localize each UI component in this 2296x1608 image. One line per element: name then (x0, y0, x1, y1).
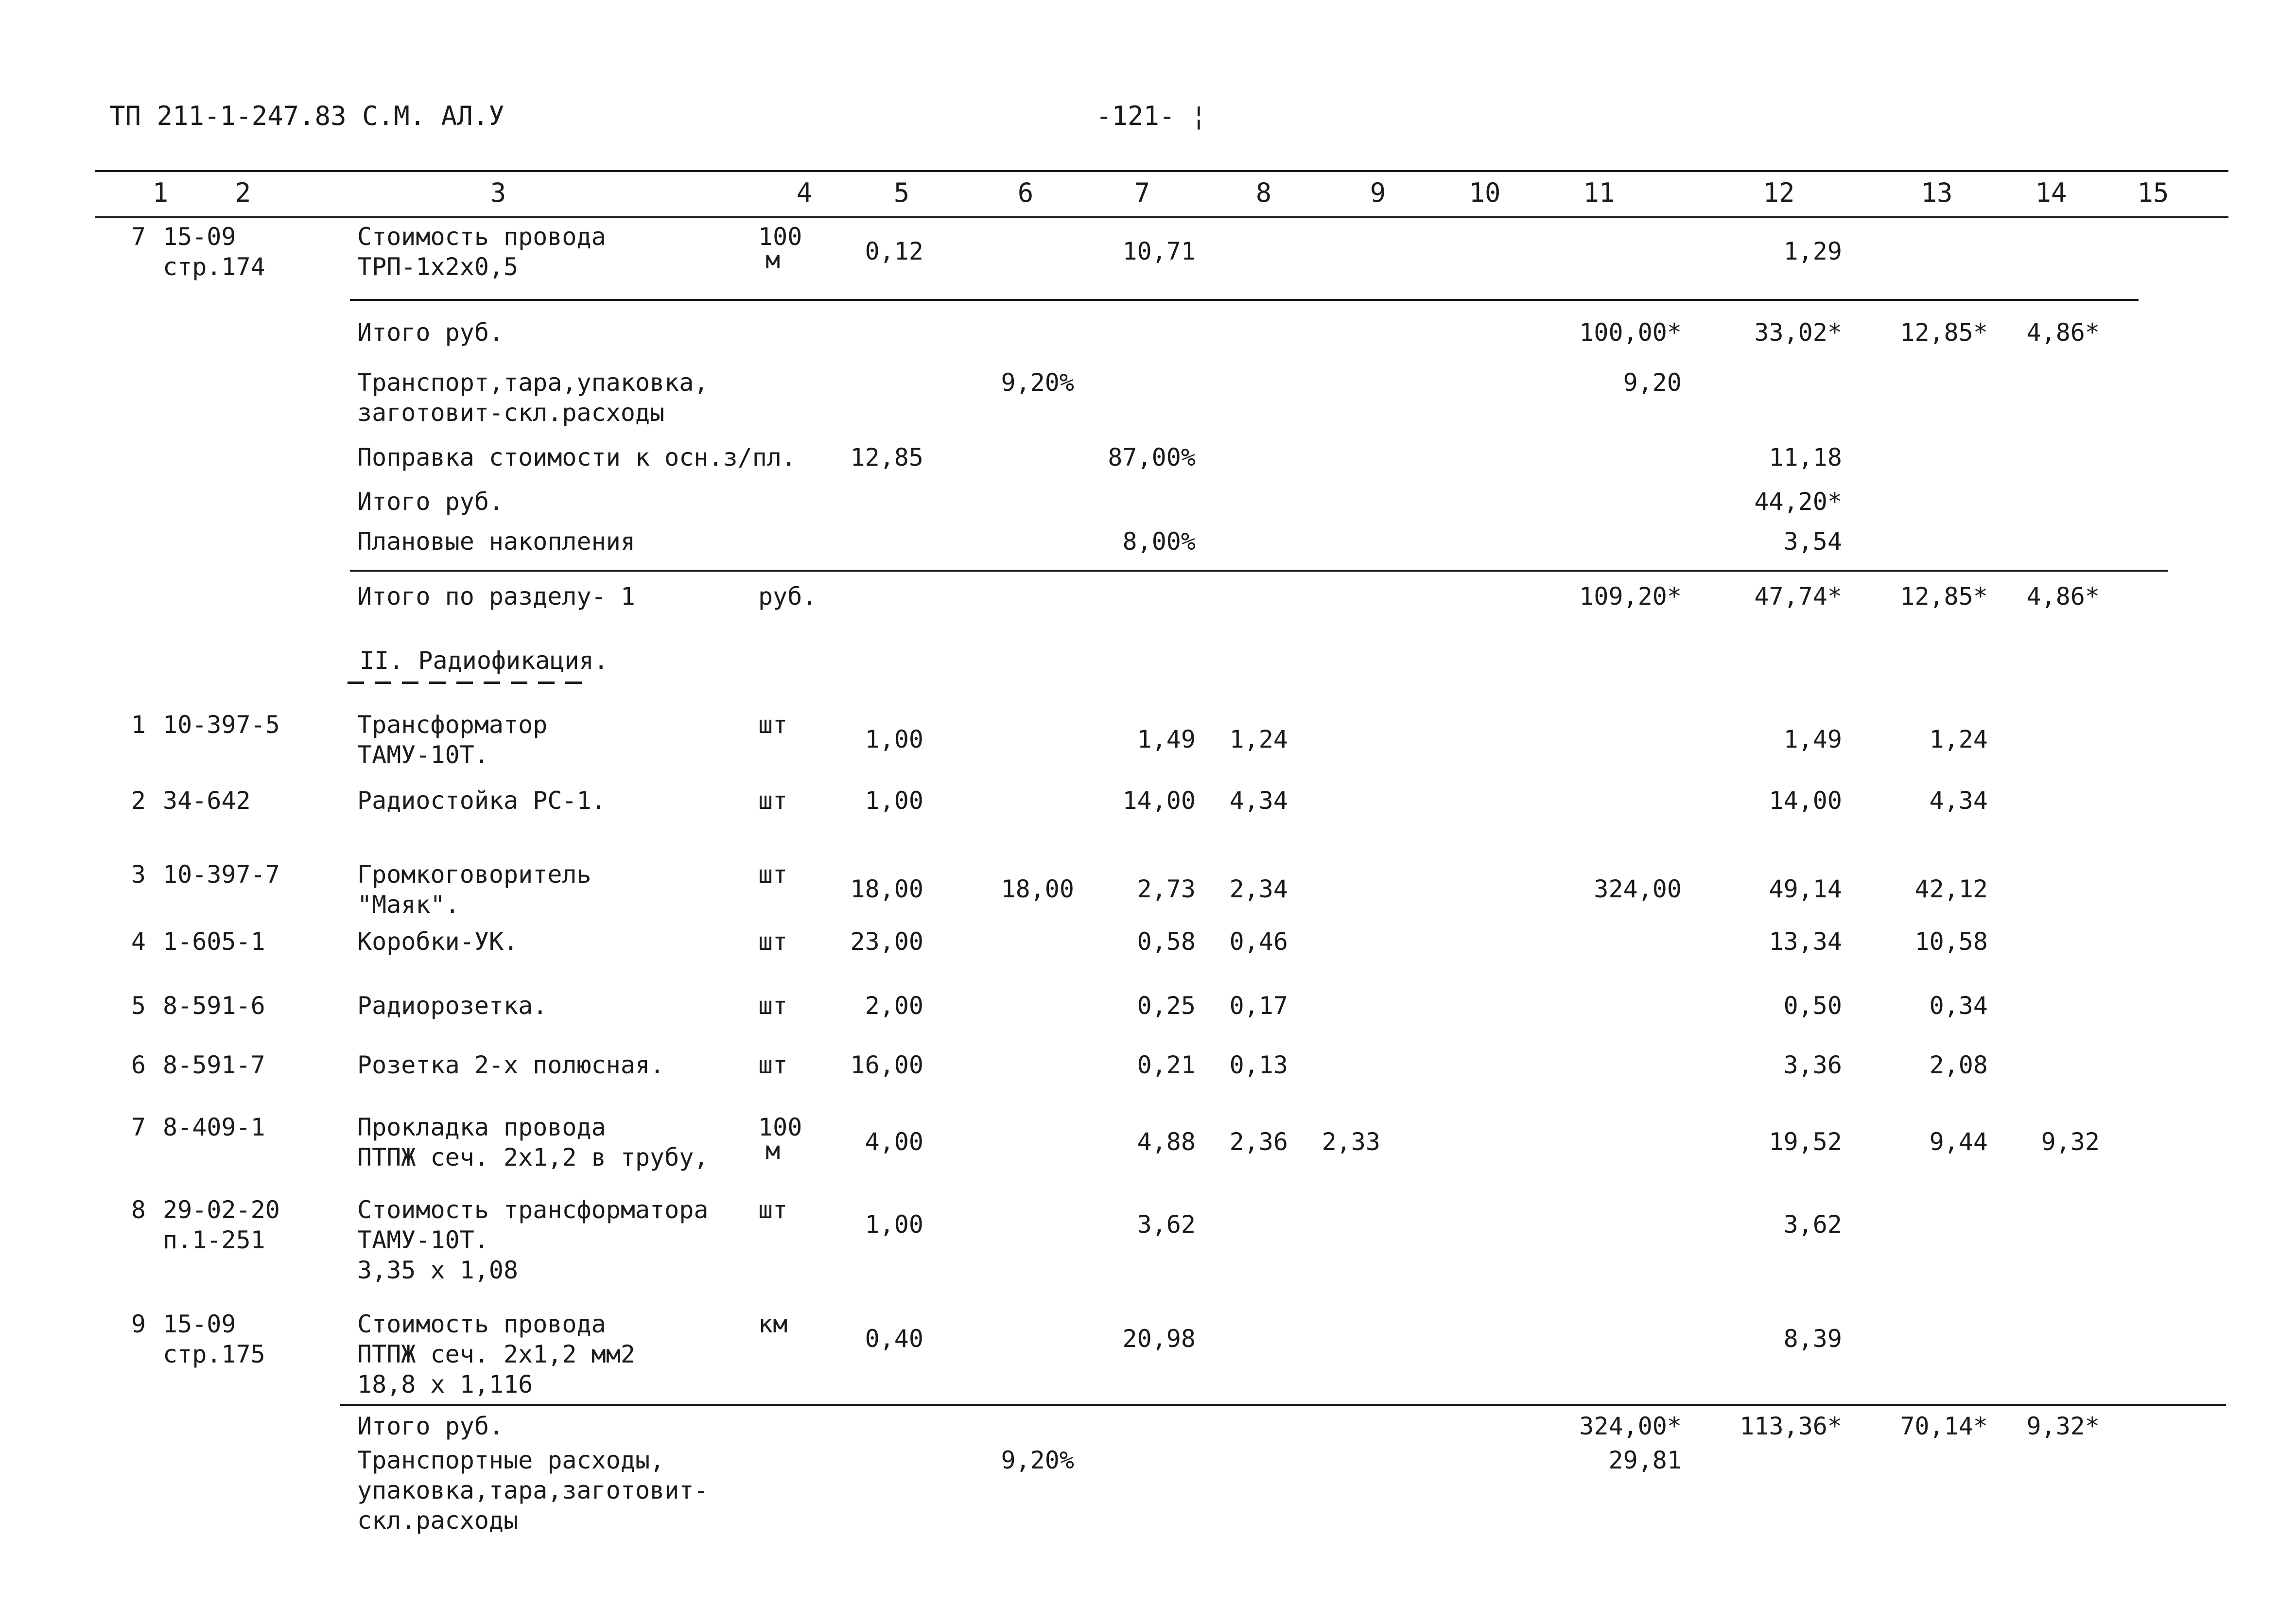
header-top-rule (95, 170, 2228, 172)
subtotal-rule (340, 1404, 2226, 1406)
column-number: 11 (1583, 177, 1615, 208)
total-wage: 1,24 (1929, 725, 1988, 753)
estimate-code: 34-642 (163, 787, 251, 815)
estimate-code: 8-591-6 (163, 992, 265, 1020)
item-name: Громкоговоритель (357, 860, 591, 889)
unit-wage: 0,17 (1229, 992, 1288, 1020)
total-cost: 14,00 (1769, 787, 1842, 815)
total-cost: 1,49 (1783, 725, 1842, 753)
item-name-line-2: ТАМУ-10Т. (357, 1226, 489, 1254)
item-name-line-3: 3,35 х 1,08 (357, 1256, 519, 1284)
item-name-line-3: 18,8 х 1,116 (357, 1370, 533, 1398)
column-number: 6 (1017, 177, 1034, 208)
total-cost: 3,62 (1783, 1210, 1842, 1239)
total-col-11: 29,81 (1608, 1446, 1682, 1474)
page-number: -121- ¦ (1096, 101, 1207, 131)
total-cost: 19,52 (1769, 1128, 1842, 1156)
row-number: 1 (131, 711, 146, 739)
total-machine: 9,32* (2026, 1412, 2100, 1440)
estimate-code-page: п.1-251 (163, 1226, 265, 1254)
estimate-code-page: стр.174 (163, 253, 265, 281)
column-number: 2 (235, 177, 251, 208)
unit-price: 3,62 (1137, 1210, 1196, 1239)
total-machine: 9,32 (2041, 1128, 2100, 1156)
total-cost: 113,36* (1739, 1412, 1842, 1440)
column-number: 14 (2035, 177, 2067, 208)
item-name-line-2: "Маяк". (357, 891, 460, 919)
quantity: 4,00 (865, 1128, 923, 1156)
item-name: Трансформатор (357, 711, 548, 739)
header-bottom-rule (95, 216, 2228, 218)
item-name: Розетка 2-х полюсная. (357, 1051, 665, 1079)
unit-price: 87,00% (1108, 443, 1196, 472)
unit-wage: 0,13 (1229, 1051, 1288, 1079)
estimate-code: 15-09 (163, 223, 236, 251)
unit: шт (758, 711, 788, 739)
column-number: 9 (1370, 177, 1386, 208)
total-wage: 10,58 (1914, 927, 1988, 956)
total-cost: 11,18 (1769, 443, 1842, 472)
section-title: II. Радиофикация. (360, 647, 609, 675)
column-number: 12 (1763, 177, 1795, 208)
subtotal-rule (350, 570, 2168, 572)
unit: 100 (758, 223, 802, 251)
total-wage: 42,12 (1914, 875, 1988, 903)
unit-price: 2,73 (1137, 875, 1196, 903)
estimate-code: 1-605-1 (163, 927, 265, 956)
item-name: Транспорт,тара,упаковка, (357, 368, 709, 397)
total-cost: 3,36 (1783, 1051, 1842, 1079)
column-number: 5 (893, 177, 910, 208)
unit-price: 0,58 (1137, 927, 1196, 956)
item-name-line-3: скл.расходы (357, 1506, 519, 1535)
unit-price: 14,00 (1122, 787, 1196, 815)
quantity: 0,12 (865, 237, 923, 265)
cost-col-6: 18,00 (1001, 875, 1074, 903)
unit-price: 4,88 (1137, 1128, 1196, 1156)
total-wage: 2,08 (1929, 1051, 1988, 1079)
estimate-code: 8-591-7 (163, 1051, 265, 1079)
column-number: 8 (1255, 177, 1272, 208)
item-name-line-2: ТРП-1х2х0,5 (357, 253, 519, 281)
total-wage: 0,34 (1929, 992, 1988, 1020)
total-cost: 13,34 (1769, 927, 1842, 956)
item-name: Итого руб. (357, 1412, 504, 1440)
estimate-code: 10-397-5 (163, 711, 280, 739)
quantity: 1,00 (865, 787, 923, 815)
total-wage: 12,85* (1900, 582, 1988, 611)
total-cost: 49,14 (1769, 875, 1842, 903)
row-number: 5 (131, 992, 146, 1020)
unit-wage: 2,36 (1229, 1128, 1288, 1156)
item-name-line-2: ПТПЖ сеч. 2х1,2 в трубу, (357, 1143, 709, 1171)
total-wage: 4,34 (1929, 787, 1988, 815)
unit: км (758, 1310, 788, 1338)
item-name: Стоимость провода (357, 223, 606, 251)
column-number: 15 (2137, 177, 2169, 208)
total-cost: 8,39 (1783, 1325, 1842, 1353)
unit: шт (758, 992, 788, 1020)
section-underline (348, 682, 586, 684)
row-number: 7 (131, 223, 146, 251)
total-col-11: 9,20 (1623, 368, 1682, 397)
column-number: 13 (1921, 177, 1953, 208)
total-wage: 9,44 (1929, 1128, 1988, 1156)
unit-wage: 1,24 (1229, 725, 1288, 753)
item-name: Транспортные расходы, (357, 1446, 665, 1474)
unit: шт (758, 1196, 788, 1224)
quantity: 1,00 (865, 1210, 923, 1239)
total-cost: 3,54 (1783, 527, 1842, 556)
row-number: 6 (131, 1051, 146, 1079)
unit: 100 (758, 1113, 802, 1141)
total-wage: 70,14* (1900, 1412, 1988, 1440)
cost-col-6: 9,20% (1001, 1446, 1074, 1474)
unit-wage: 4,34 (1229, 787, 1288, 815)
unit-price: 0,25 (1137, 992, 1196, 1020)
unit: шт (758, 927, 788, 956)
total-col-11: 324,00 (1594, 875, 1682, 903)
quantity: 0,40 (865, 1325, 923, 1353)
row-number: 7 (131, 1113, 146, 1141)
item-name-line-2: упаковка,тара,заготовит- (357, 1476, 709, 1504)
row-number: 4 (131, 927, 146, 956)
quantity: 2,00 (865, 992, 923, 1020)
unit-price: 1,49 (1137, 725, 1196, 753)
total-col-11: 109,20* (1579, 582, 1682, 611)
row-number: 9 (131, 1310, 146, 1338)
quantity: 23,00 (850, 927, 923, 956)
item-name: Итого руб. (357, 488, 504, 516)
total-wage: 12,85* (1900, 318, 1988, 347)
unit-price: 20,98 (1122, 1325, 1196, 1353)
total-machine: 4,86* (2026, 318, 2100, 347)
total-cost: 44,20* (1754, 488, 1842, 516)
quantity: 18,00 (850, 875, 923, 903)
quantity: 1,00 (865, 725, 923, 753)
unit-price: 0,21 (1137, 1051, 1196, 1079)
unit-wage: 0,46 (1229, 927, 1288, 956)
quantity: 16,00 (850, 1051, 923, 1079)
quantity: 12,85 (850, 443, 923, 472)
unit-price: 10,71 (1122, 237, 1196, 265)
estimate-code-page: стр.175 (163, 1340, 265, 1368)
estimate-code: 10-397-7 (163, 860, 280, 889)
column-number: 7 (1134, 177, 1150, 208)
item-name: Итого по разделу- 1 (357, 582, 635, 611)
item-name: Прокладка провода (357, 1113, 606, 1141)
cost-col-6: 9,20% (1001, 368, 1074, 397)
item-name-line-2: ТАМУ-10Т. (357, 741, 489, 769)
unit-line-2: м (765, 1136, 781, 1165)
unit: шт (758, 1051, 788, 1079)
item-name: Радиостойка РС-1. (357, 787, 606, 815)
total-cost: 33,02* (1754, 318, 1842, 347)
total-machine: 4,86* (2026, 582, 2100, 611)
total-cost: 47,74* (1754, 582, 1842, 611)
item-name: Радиорозетка. (357, 992, 548, 1020)
unit-machine: 2,33 (1322, 1128, 1380, 1156)
item-name: Поправка стоимости к осн.з/пл. (357, 443, 797, 472)
total-col-11: 324,00* (1579, 1412, 1682, 1440)
estimate-code: 15-09 (163, 1310, 236, 1338)
unit-price: 8,00% (1122, 527, 1196, 556)
total-cost: 0,50 (1783, 992, 1842, 1020)
unit: руб. (758, 582, 817, 611)
unit-wage: 2,34 (1229, 875, 1288, 903)
item-name: Коробки-УК. (357, 927, 519, 956)
unit: шт (758, 787, 788, 815)
item-name-line-2: заготовит-скл.расходы (357, 399, 665, 427)
total-cost: 1,29 (1783, 237, 1842, 265)
item-name: Итого руб. (357, 318, 504, 347)
total-col-11: 100,00* (1579, 318, 1682, 347)
row-number: 2 (131, 787, 146, 815)
row-number: 3 (131, 860, 146, 889)
estimate-code: 29-02-20 (163, 1196, 280, 1224)
item-name: Стоимость провода (357, 1310, 606, 1338)
column-number: 4 (796, 177, 813, 208)
unit-line-2: м (765, 246, 781, 274)
item-name: Стоимость трансформатора (357, 1196, 709, 1224)
column-number: 10 (1469, 177, 1501, 208)
item-name-line-2: ПТПЖ сеч. 2х1,2 мм2 (357, 1340, 635, 1368)
document-code: ТП 211-1-247.83 С.М. АЛ.У (109, 101, 504, 131)
unit: шт (758, 860, 788, 889)
column-number: 1 (152, 177, 169, 208)
item-name: Плановые накопления (357, 527, 635, 556)
row-number: 8 (131, 1196, 146, 1224)
estimate-code: 8-409-1 (163, 1113, 265, 1141)
subtotal-rule (350, 299, 2139, 301)
column-number: 3 (490, 177, 506, 208)
